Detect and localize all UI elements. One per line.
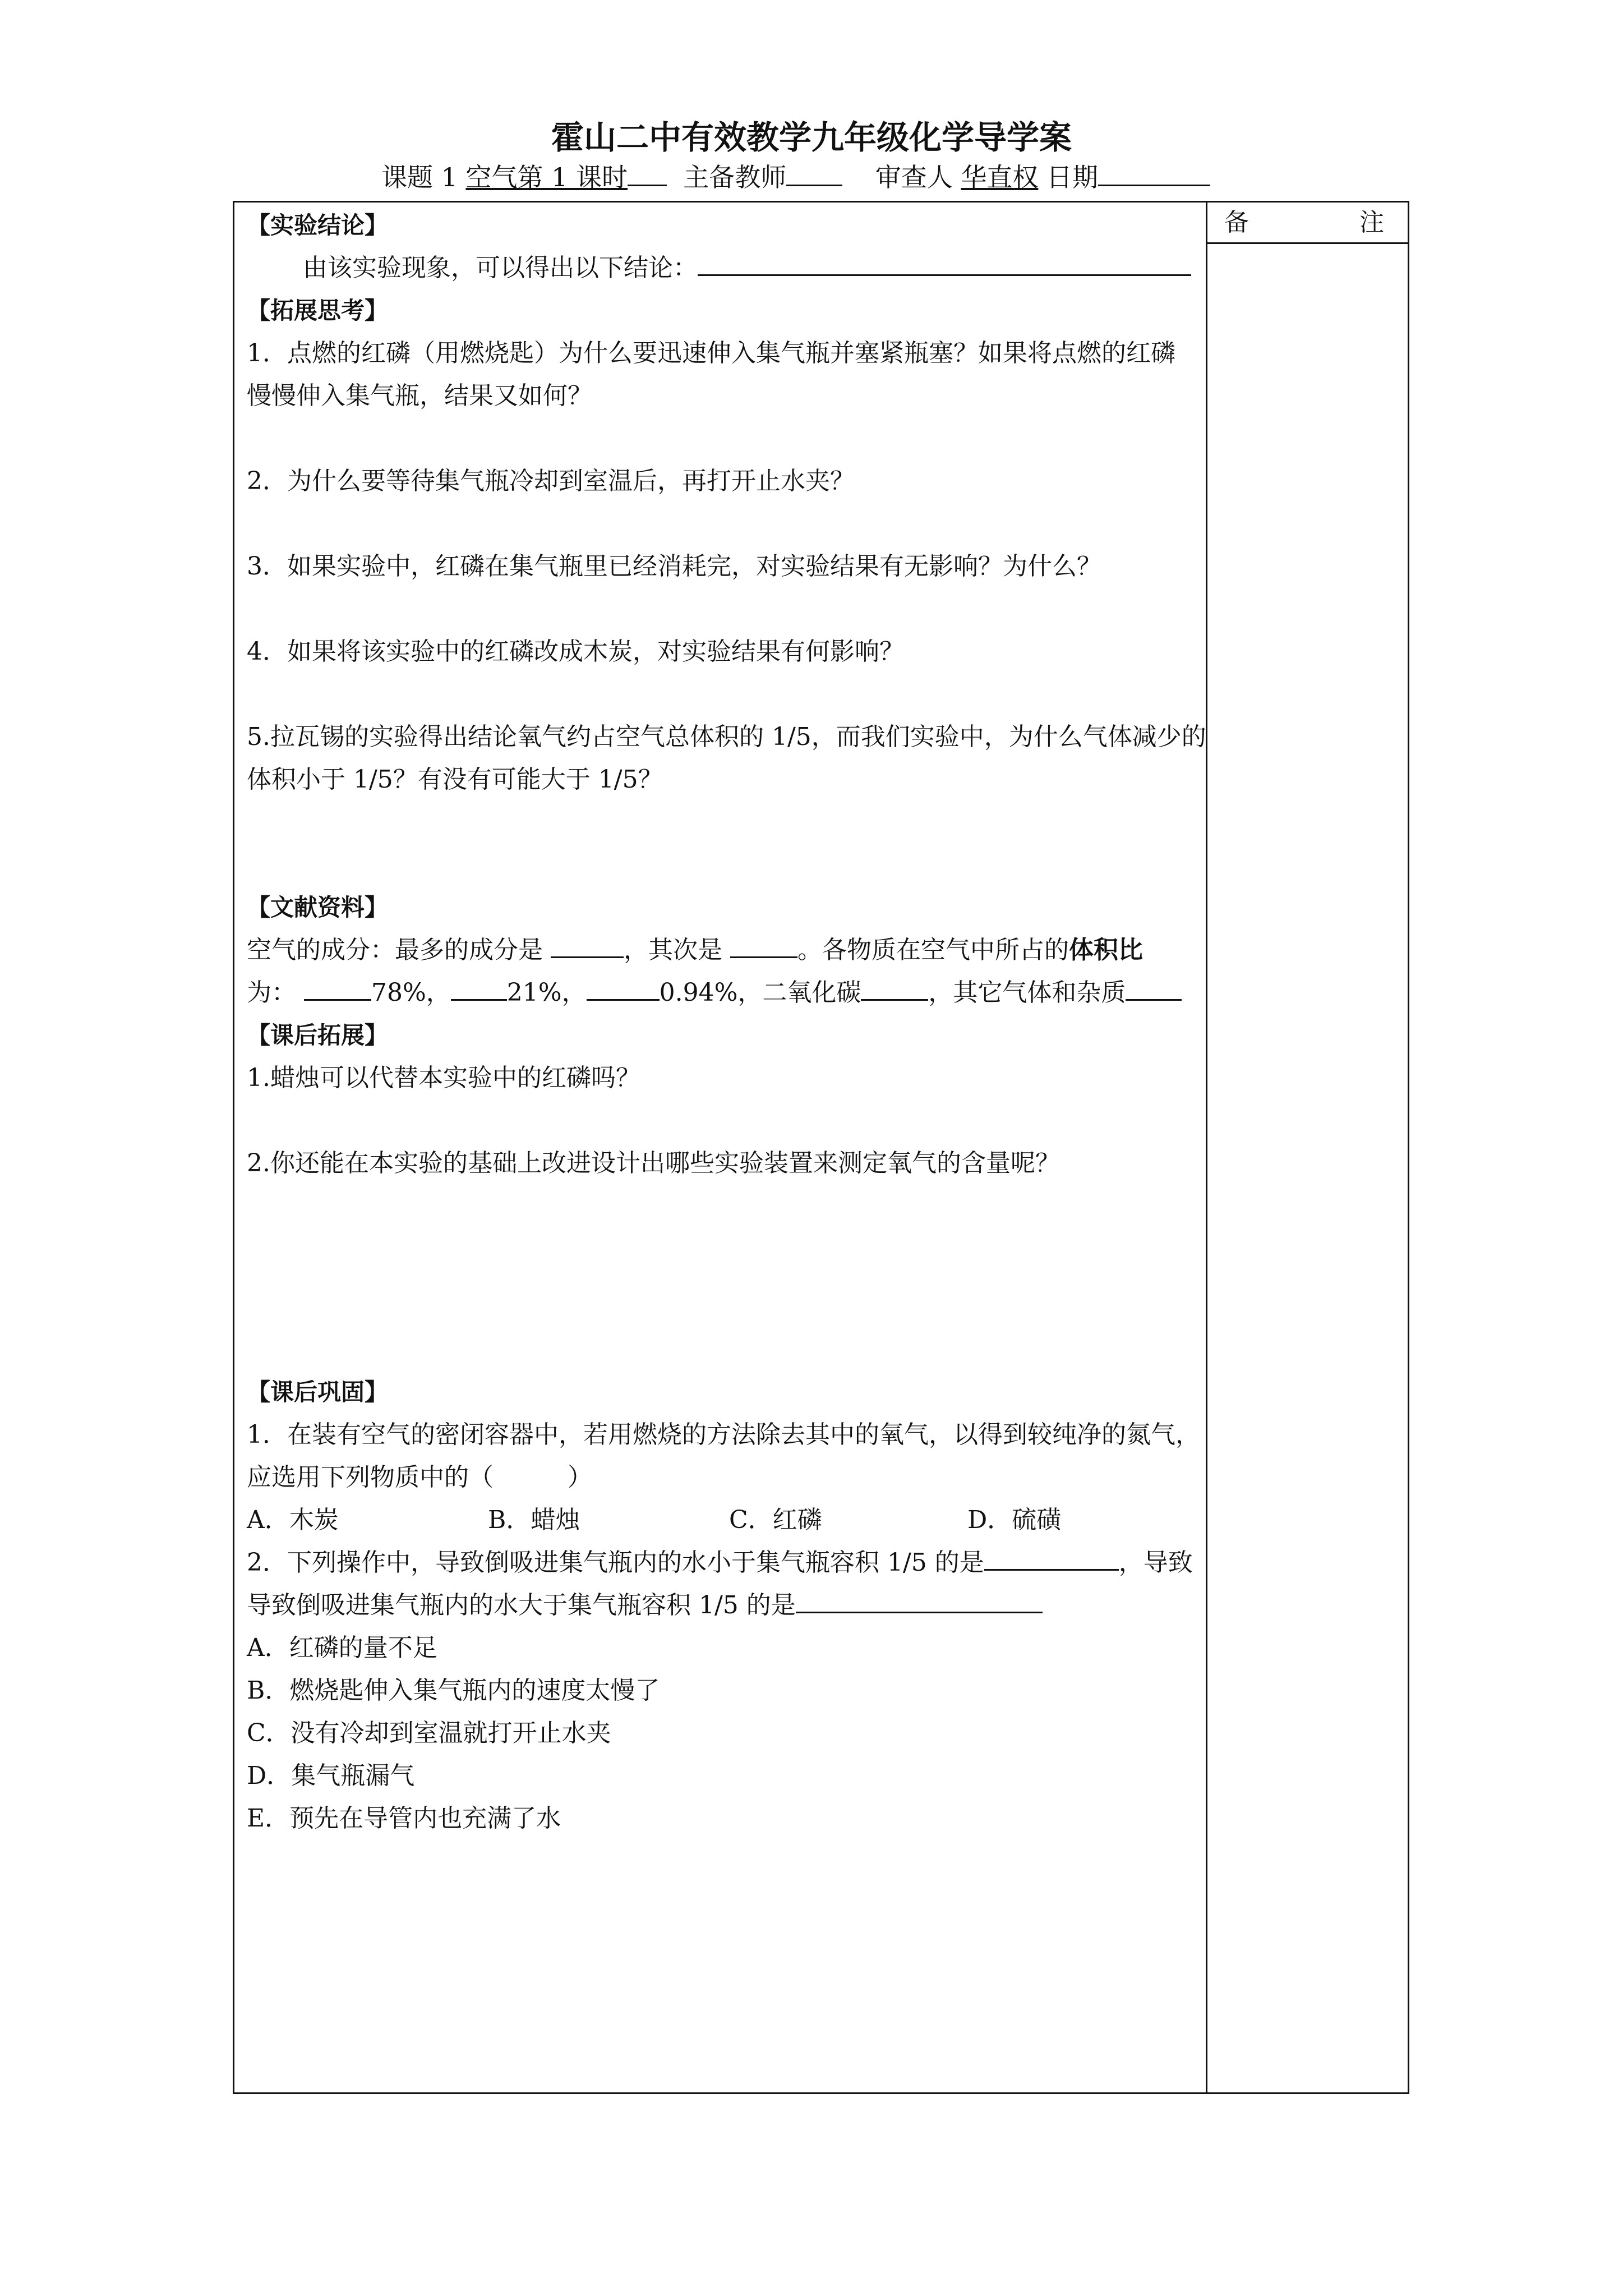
thinking-q3: 3．如果实验中，红磷在集气瓶里已经消耗完，对实验结果有无影响？为什么？ bbox=[247, 552, 1101, 581]
literature-line2-b: 78%， bbox=[371, 978, 451, 1007]
literature-line2-e: ，其它气体和杂质 bbox=[928, 978, 1126, 1007]
co2-blank[interactable] bbox=[861, 973, 928, 1001]
date-label: 日期 bbox=[1046, 162, 1099, 192]
literature-line2-c: 21%， bbox=[506, 978, 587, 1007]
thinking-q2: 2．为什么要等待集气瓶冷却到室温后，再打开止水夹？ bbox=[247, 467, 855, 495]
consolidation-q1-line2: 应选用下列物质中的（ ） bbox=[247, 1463, 592, 1492]
page-title: 霍山二中有效教学九年级化学导学案 bbox=[551, 118, 1072, 157]
q2-line2: 导致倒吸进集气瓶内的水大于集气瓶容积 1/5 的是 bbox=[247, 1591, 796, 1619]
lesson-prefix: 课题 1 bbox=[381, 162, 458, 192]
q2-option-b: B．燃烧匙伸入集气瓶内的速度太慢了 bbox=[247, 1676, 660, 1705]
consolidation-q2-line1 bbox=[247, 1542, 1193, 1584]
component-78-blank[interactable] bbox=[304, 973, 371, 1001]
q1-option-b: B．蜡烛 bbox=[488, 1506, 580, 1534]
literature-heading: 【文献资料】 bbox=[247, 894, 389, 921]
consolidation-q2-line2 bbox=[247, 1584, 1043, 1627]
lead-teacher-blank[interactable] bbox=[786, 160, 842, 186]
conclusion-line bbox=[247, 247, 1191, 289]
reviewer-name: 华直权 bbox=[961, 162, 1039, 192]
q1-option-a: A．木炭 bbox=[247, 1506, 339, 1534]
column-divider bbox=[1206, 201, 1207, 2094]
literature-line1-d: 体积比 bbox=[1069, 936, 1143, 964]
q1-option-d: D．硫磺 bbox=[967, 1506, 1062, 1534]
second-component-blank[interactable] bbox=[730, 931, 797, 958]
thinking-heading: 【拓展思考】 bbox=[247, 297, 389, 324]
extension-heading: 【课后拓展】 bbox=[247, 1022, 389, 1049]
component-094-blank[interactable] bbox=[587, 973, 660, 1001]
conclusion-blank[interactable] bbox=[698, 249, 1191, 276]
lesson-topic: 空气第 1 课时 bbox=[465, 162, 628, 192]
q2-less-blank[interactable] bbox=[984, 1543, 1119, 1571]
q2-option-e: E．预先在导管内也充满了水 bbox=[247, 1804, 561, 1833]
notes-header-divider bbox=[1206, 242, 1409, 244]
lesson-info bbox=[381, 160, 1210, 194]
consolidation-q1-line1: 1．在装有空气的密闭容器中，若用燃烧的方法除去其中的氧气，以得到较纯净的氮气， bbox=[247, 1420, 1200, 1449]
q2-option-a: A．红磷的量不足 bbox=[247, 1634, 437, 1662]
q2-option-c: C．没有冷却到室温就打开止水夹 bbox=[247, 1719, 611, 1747]
conclusion-heading: 【实验结论】 bbox=[247, 211, 389, 239]
literature-line1-b: ，其次是 bbox=[624, 936, 730, 964]
notes-right-char: 注 bbox=[1359, 208, 1384, 237]
thinking-q1-line2: 慢慢伸入集气瓶，结果又如何？ bbox=[247, 381, 592, 410]
literature-line1-c: 。各物质在空气中所占的 bbox=[797, 936, 1069, 964]
notes-column-header bbox=[1207, 205, 1409, 240]
thinking-q1-line1: 1．点燃的红磷（用燃烧匙）为什么要迅速伸入集气瓶并塞紧瓶塞？如果将点燃的红磷 bbox=[247, 339, 1175, 367]
conclusion-text: 由该实验现象，可以得出以下结论： bbox=[303, 254, 698, 282]
extension-q1: 1.蜡烛可以代替本实验中的红磷吗？ bbox=[247, 1064, 640, 1092]
other-gases-blank[interactable] bbox=[1126, 973, 1182, 1001]
q2-greater-blank[interactable] bbox=[796, 1586, 1043, 1613]
most-component-blank[interactable] bbox=[551, 931, 624, 958]
literature-line2 bbox=[247, 972, 1182, 1014]
q2-line1-b: ，导致 bbox=[1118, 1548, 1193, 1577]
literature-line2-a: 为： bbox=[247, 978, 296, 1007]
thinking-q5-line1: 5.拉瓦锡的实验得出结论氧气约占空气总体积的 1/5，而我们实验中，为什么气体减少的 bbox=[247, 723, 1206, 751]
consolidation-heading: 【课后巩固】 bbox=[247, 1378, 389, 1406]
literature-line1-a: 空气的成分：最多的成分是 bbox=[247, 936, 551, 964]
component-21-blank[interactable] bbox=[451, 973, 507, 1001]
extension-q2: 2.你还能在本实验的基础上改进设计出哪些实验装置来测定氧气的含量呢？ bbox=[247, 1149, 1060, 1177]
literature-line2-d: 0.94%，二氧化碳 bbox=[659, 978, 861, 1007]
literature-line1 bbox=[247, 929, 1143, 972]
q2-line1-a: 2．下列操作中，导致倒吸进集气瓶内的水小于集气瓶容积 1/5 的是 bbox=[247, 1548, 984, 1577]
reviewer-label: 审查人 bbox=[875, 162, 953, 192]
lesson-topic-blank[interactable] bbox=[628, 160, 667, 186]
notes-left-char: 备 bbox=[1224, 208, 1249, 237]
thinking-q4: 4．如果将该实验中的红磷改成木炭，对实验结果有何影响？ bbox=[247, 637, 904, 666]
q2-option-d: D．集气瓶漏气 bbox=[247, 1761, 415, 1790]
date-blank[interactable] bbox=[1098, 160, 1210, 186]
lead-teacher-label: 主备教师 bbox=[683, 162, 787, 192]
q1-option-c: C．红磷 bbox=[729, 1506, 822, 1534]
thinking-q5-line2: 体积小于 1/5？有没有可能大于 1/5？ bbox=[247, 765, 663, 794]
